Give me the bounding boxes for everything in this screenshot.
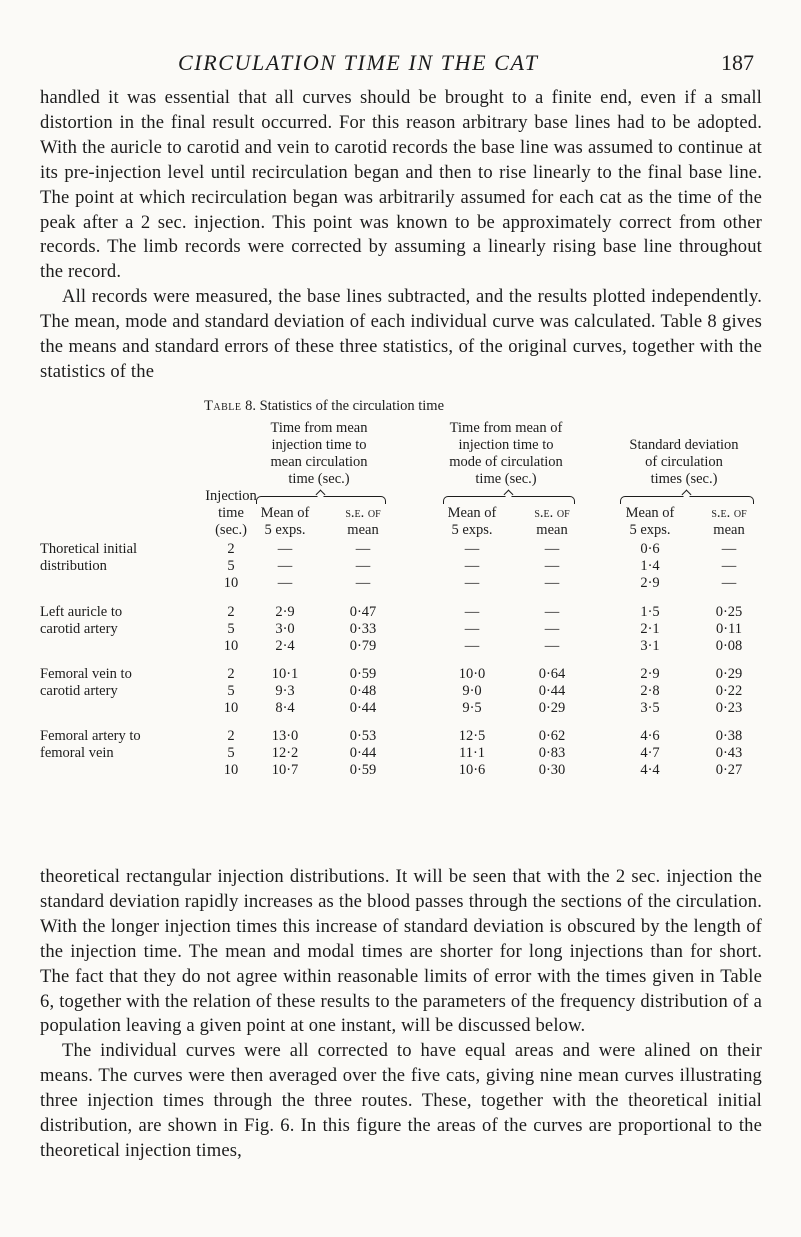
injection-header-line: (sec.): [215, 522, 247, 538]
table-cell: 9·3: [275, 683, 295, 699]
subheader-mean-of: 5 exps.: [451, 522, 493, 538]
paragraph-4: The individual curves were all corrected to have equal areas and were alined on their means. The curves were then averaged over the five cats, giving nine mean curves illustrating three injection times through the three routes. These, together with the theoretical initial distribution, are shown in Fig. 6. In this figure the areas of the curves are proportional to the theoretical injection times,: [40, 1040, 762, 1161]
table-cell: 2: [227, 666, 235, 682]
table-cell: 0·38: [715, 728, 743, 744]
page-number: 187: [721, 50, 754, 75]
table-cell: 4·6: [640, 728, 660, 744]
table-cell: 2: [227, 541, 235, 557]
group-mode-header-line: injection time to: [458, 437, 554, 453]
section-label: Left auricle to: [40, 604, 123, 620]
table-cell: 0·59: [349, 666, 377, 682]
table-cell: —: [355, 541, 371, 557]
group-mode-header-line: mode of circulation: [449, 454, 563, 470]
table-cell: 8·4: [275, 700, 295, 716]
table-cell: —: [464, 621, 480, 637]
subheader-se-of: mean: [347, 522, 379, 538]
table-caption: [204, 398, 444, 415]
table-cell: 0·48: [349, 683, 377, 699]
subheader-mean-of: 5 exps.: [264, 522, 306, 538]
table-cell: —: [464, 541, 480, 557]
subheader-se-of: s.e. of: [711, 505, 747, 521]
group-sd-header-line: of circulation: [645, 454, 723, 470]
table-cell: 0·44: [349, 745, 377, 761]
table-cell: —: [544, 575, 560, 591]
table-cell: 10: [223, 762, 239, 778]
table-cell: —: [464, 638, 480, 654]
subheader-mean-of: 5 exps.: [629, 522, 671, 538]
table-cell: 13·0: [271, 728, 299, 744]
paragraph-1: handled it was essential that all curves should be brought to a finite end, even if a small distortion in the final result occurred. For this reason arbitrary base lines had to be adopted. With the auricle to carotid and vein to carotid records the base line was assumed to continue at its pre-injection level until recirculation began and then to rise linearly to the final base line. The point at which recirculation began was arbitrarily assumed for each cat as the time of the peak after a 2 sec. injection. This point was known to be approximately correct from other records. The limb records were corrected by assuming a linearly rising base line throughout the record.: [40, 87, 762, 283]
subheader-mean-of: Mean of: [260, 505, 310, 521]
table-cell: 0·64: [538, 666, 566, 682]
table-cell: —: [355, 558, 371, 574]
group-mode-header-line: Time from mean of: [449, 420, 563, 436]
table-cell: —: [721, 541, 737, 557]
running-title: CIRCULATION TIME IN THE CAT: [178, 50, 539, 75]
table-cell: 0·11: [715, 621, 743, 637]
table-cell: 4·7: [640, 745, 660, 761]
table-cell: 2·1: [640, 621, 660, 637]
table-cell: —: [277, 558, 293, 574]
group-mean-header-line: time (sec.): [288, 471, 350, 487]
table-cell: 0·08: [715, 638, 743, 654]
table-cell: 12·5: [458, 728, 486, 744]
section-label: Thoretical initial: [40, 541, 138, 557]
table-cell: 0·62: [538, 728, 566, 744]
table-cell: 0·30: [538, 762, 566, 778]
table-label: Table: [204, 398, 242, 414]
table-cell: 5: [227, 683, 235, 699]
table-cell: 0·79: [349, 638, 377, 654]
table-cell: 0·22: [715, 683, 743, 699]
table-caption-text: 8. Statistics of the circulation time: [245, 398, 445, 414]
table-cell: 11·1: [458, 745, 486, 761]
table-cell: 5: [227, 745, 235, 761]
subheader-se-of: s.e. of: [534, 505, 570, 521]
table-cell: 3·0: [275, 621, 295, 637]
table-cell: 0·25: [715, 604, 743, 620]
table-cell: 2·9: [275, 604, 295, 620]
table-cell: 5: [227, 621, 235, 637]
table-cell: 0·23: [715, 700, 743, 716]
table-cell: 2: [227, 604, 235, 620]
section-label: distribution: [40, 558, 107, 574]
group-sd-brace: [620, 496, 754, 504]
group-mode-header-line: time (sec.): [475, 471, 537, 487]
table-cell: 10: [223, 700, 239, 716]
group-mean-header-line: Time from mean: [270, 420, 368, 436]
table-cell: —: [544, 558, 560, 574]
section-label: femoral vein: [40, 745, 114, 761]
group-mode-brace: [443, 496, 575, 504]
table-cell: —: [464, 604, 480, 620]
table-cell: —: [277, 575, 293, 591]
table-cell: 9·0: [462, 683, 482, 699]
table-cell: 0·33: [349, 621, 377, 637]
table-cell: 0·59: [349, 762, 377, 778]
table-cell: 0·29: [538, 700, 566, 716]
table-cell: 2·9: [640, 575, 660, 591]
subheader-se-of: mean: [713, 522, 745, 538]
group-mean-header-line: mean circulation: [270, 454, 368, 470]
table-cell: 10·0: [458, 666, 486, 682]
table-cell: —: [721, 558, 737, 574]
table-cell: 2·8: [640, 683, 660, 699]
table-cell: 0·27: [715, 762, 743, 778]
table-cell: 2·4: [275, 638, 295, 654]
table-cell: 9·5: [462, 700, 482, 716]
table-cell: —: [464, 575, 480, 591]
injection-header-line: Injection: [205, 488, 257, 504]
table-cell: 0·29: [715, 666, 743, 682]
table-cell: 2·9: [640, 666, 660, 682]
group-mean-brace: [256, 496, 386, 504]
table-cell: —: [544, 621, 560, 637]
table-cell: —: [355, 575, 371, 591]
injection-header-line: time: [218, 505, 244, 521]
page-header: [0, 50, 801, 80]
paragraph-3: theoretical rectangular injection distributions. It will be seen that with the 2 sec. injection the standard deviation rapidly increases as the blood passes through the sections of the circulation. With the longer injection times this increase of standard deviation is obscured by the length of the injection time. The mean and modal times are shorter for long injections than for short. The fact that they do not agree within reasonable limits of error with the times given in Table 6, together with the relation of these results to the parameters of the frequency distribution of a population leaving a given point at one instant, will be discussed below.: [40, 866, 762, 1037]
section-label: carotid artery: [40, 683, 118, 699]
subheader-se-of: s.e. of: [345, 505, 381, 521]
subheader-mean-of: Mean of: [625, 505, 675, 521]
table-cell: 10·7: [271, 762, 299, 778]
group-sd-header-line: Standard deviation: [629, 437, 739, 453]
table-cell: —: [544, 541, 560, 557]
table-cell: 12·2: [271, 745, 299, 761]
section-label: carotid artery: [40, 621, 118, 637]
group-mean-header-line: injection time to: [271, 437, 367, 453]
table-cell: 0·6: [640, 541, 660, 557]
table-cell: 3·1: [640, 638, 660, 654]
table-cell: —: [721, 575, 737, 591]
table-cell: 3·5: [640, 700, 660, 716]
table-cell: 1·5: [640, 604, 660, 620]
table-cell: 0·43: [715, 745, 743, 761]
table-cell: 1·4: [640, 558, 660, 574]
section-label: Femoral vein to: [40, 666, 132, 682]
table-cell: 2: [227, 728, 235, 744]
table-cell: 0·53: [349, 728, 377, 744]
table-cell: 4·4: [640, 762, 660, 778]
subheader-mean-of: Mean of: [447, 505, 497, 521]
table-cell: —: [544, 638, 560, 654]
table-cell: 10: [223, 575, 239, 591]
table-cell: 10·1: [271, 666, 299, 682]
paragraph-2: All records were measured, the base lines subtracted, and the results plotted independently. The mean, mode and standard deviation of each individual curve was calculated. Table 8 gives the means and standard errors of these three statistics, of the original curves, together with the statistics of the: [40, 286, 762, 382]
table-cell: 10: [223, 638, 239, 654]
table-cell: 0·44: [349, 700, 377, 716]
group-sd-header-line: times (sec.): [650, 471, 718, 487]
table-cell: 0·47: [349, 604, 377, 620]
table-cell: —: [544, 604, 560, 620]
table-cell: —: [464, 558, 480, 574]
table-cell: 10·6: [458, 762, 486, 778]
subheader-se-of: mean: [536, 522, 568, 538]
table-cell: 0·83: [538, 745, 566, 761]
section-label: Femoral artery to: [40, 728, 141, 744]
table-cell: —: [277, 541, 293, 557]
table-cell: 0·44: [538, 683, 566, 699]
table-cell: 5: [227, 558, 235, 574]
